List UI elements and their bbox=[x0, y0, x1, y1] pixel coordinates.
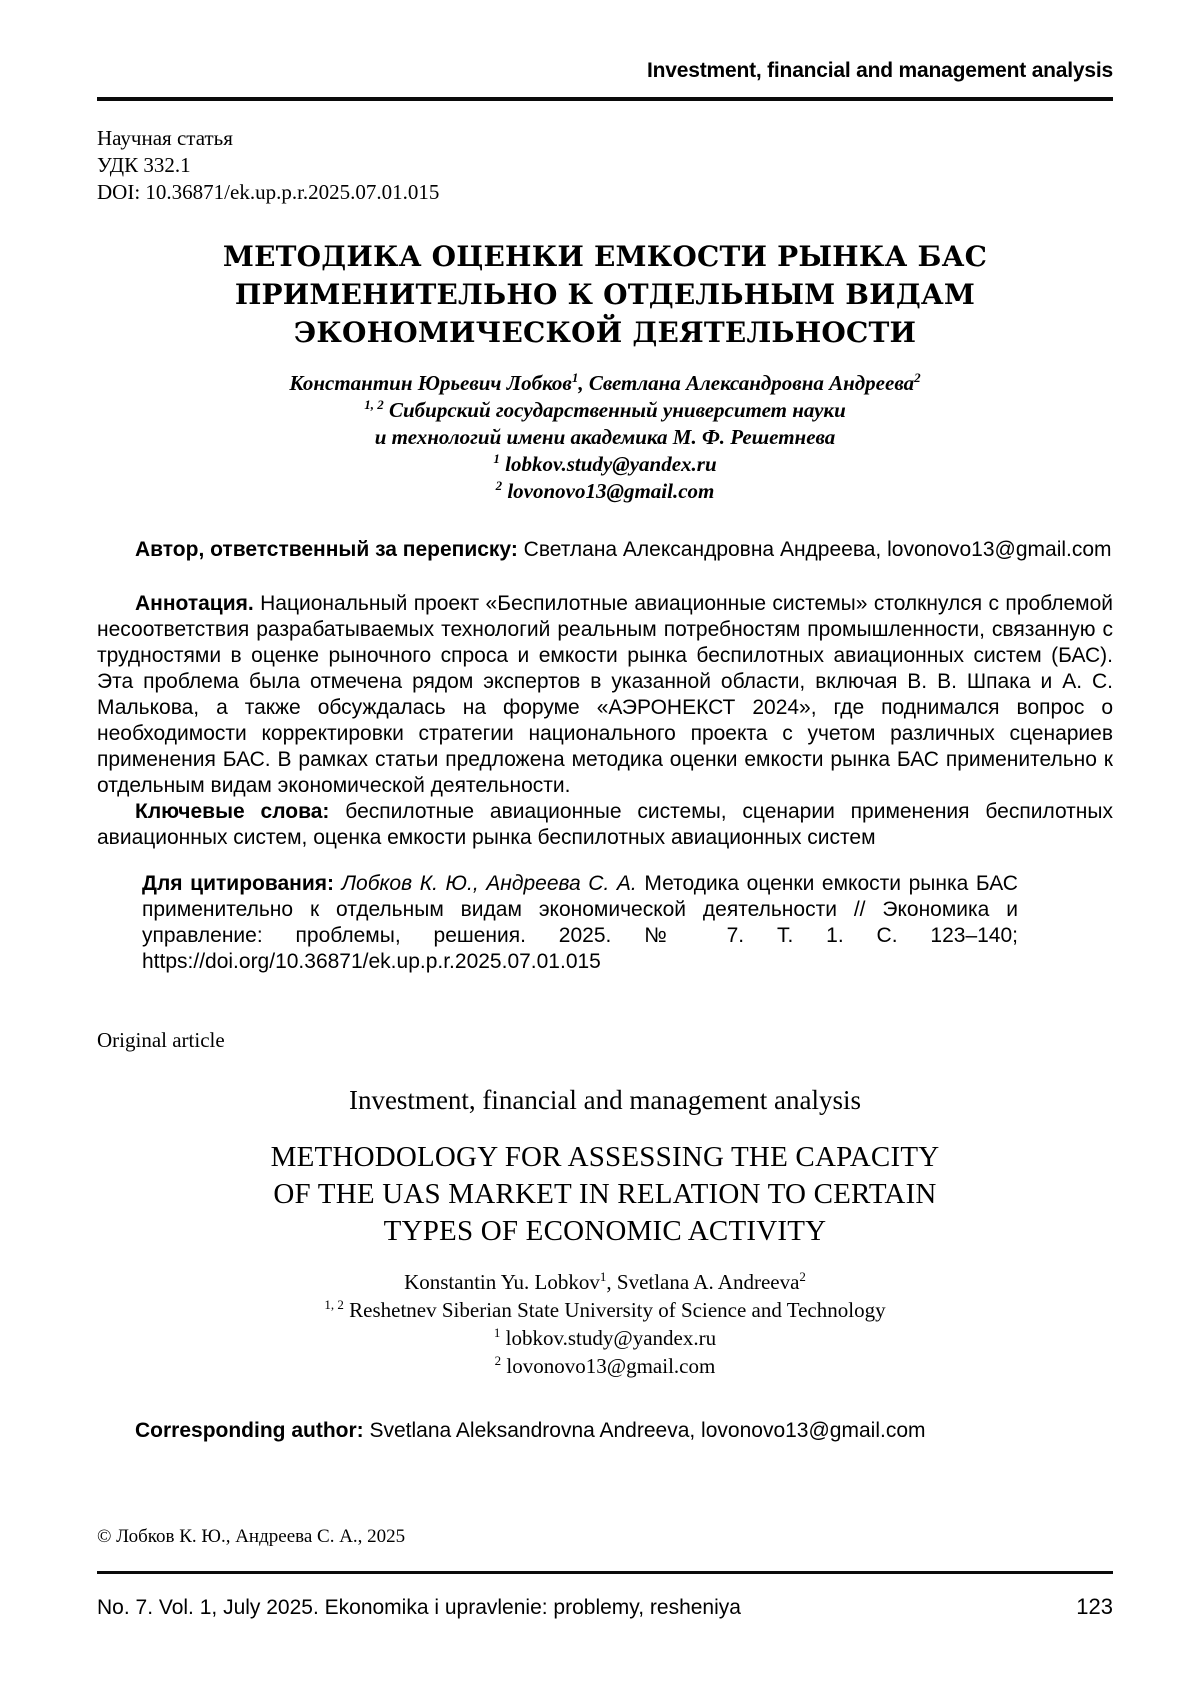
citation-authors: Лобков К. Ю., Андреева С. А. bbox=[341, 872, 637, 895]
email-mark: 1 bbox=[493, 1325, 501, 1340]
affiliation-text: Reshetnev Siberian State University of Science and Technology bbox=[349, 1298, 886, 1322]
authors-line-en bbox=[97, 1268, 1113, 1296]
authors-block-en bbox=[97, 1268, 1113, 1380]
section-title-en: Investment, financial and management analysis bbox=[348, 1085, 862, 1115]
author-email-line bbox=[97, 478, 1113, 505]
corresponding-value-ru: Светлана Александровна Андреева, lovonovo13@gmail.com bbox=[523, 538, 1112, 561]
citation-label: Для цитирования: bbox=[142, 872, 334, 895]
corresponding-value-en: Svetlana Aleksandrovna Andreeva, lovonovo13@gmail.com bbox=[369, 1419, 926, 1442]
author-name: Konstantin Yu. Lobkov bbox=[404, 1270, 600, 1294]
corresponding-label-ru: Автор, ответственный за переписку: bbox=[135, 538, 518, 561]
keywords-label: Ключевые слова: bbox=[135, 800, 330, 823]
udc-code: УДК 332.1 bbox=[97, 153, 191, 177]
footer-issue-info: No. 7. Vol. 1, July 2025. Ekonomika i upravlenie: problemy, resheniya bbox=[97, 1596, 741, 1619]
title-ru-line: МЕТОДИКА ОЦЕНКИ ЕМКОСТИ РЫНКА БАС bbox=[222, 240, 988, 273]
title-en bbox=[97, 1139, 1113, 1250]
authors-separator: , bbox=[578, 371, 589, 395]
affiliation-mark: 1, 2 bbox=[364, 397, 384, 412]
running-head: Investment, financial and management analysis bbox=[647, 59, 1113, 82]
abstract bbox=[97, 591, 1113, 799]
email-mark: 2 bbox=[495, 478, 503, 493]
title-en-line: METHODOLOGY FOR ASSESSING THE CAPACITY bbox=[270, 1141, 940, 1173]
author-email-line bbox=[97, 1324, 1113, 1352]
title-ru-line: ПРИМЕНИТЕЛЬНО К ОТДЕЛЬНЫМ ВИДАМ bbox=[234, 278, 976, 311]
email-mark: 2 bbox=[494, 1353, 502, 1368]
author-email-line bbox=[97, 1352, 1113, 1380]
doi-line: DOI: 10.36871/ek.up.p.r.2025.07.01.015 bbox=[97, 180, 440, 204]
affiliation-text: Сибирский государственный университет науки bbox=[388, 398, 846, 422]
footer-rule bbox=[97, 1571, 1113, 1574]
article-type-en: Original article bbox=[97, 1028, 225, 1052]
author-email: lobkov.study@yandex.ru bbox=[505, 452, 717, 476]
header-rule bbox=[97, 97, 1113, 101]
page-footer bbox=[97, 1594, 1113, 1621]
authors-line-ru bbox=[97, 370, 1113, 397]
author-email: lovonovo13@gmail.com bbox=[507, 479, 715, 503]
title-en-line: OF THE UAS MARKET IN RELATION TO CERTAIN bbox=[273, 1178, 937, 1210]
affiliation-line-ru bbox=[97, 397, 1113, 424]
corresponding-author-en bbox=[97, 1418, 1113, 1444]
article-meta bbox=[97, 125, 1113, 206]
author-affiliation-mark: 1 bbox=[599, 1269, 607, 1284]
author-affiliation-mark: 2 bbox=[799, 1269, 806, 1284]
title-en-line: TYPES OF ECONOMIC ACTIVITY bbox=[383, 1215, 827, 1247]
author-name: Светлана Александровна Андреева bbox=[588, 371, 915, 395]
email-mark: 1 bbox=[493, 451, 500, 466]
author-email: lovonovo13@gmail.com bbox=[506, 1354, 716, 1378]
title-ru bbox=[97, 238, 1113, 352]
article-type-ru: Научная статья bbox=[97, 126, 233, 150]
authors-block-ru bbox=[97, 370, 1113, 505]
author-name: Svetlana A. Andreeva bbox=[616, 1270, 800, 1294]
keywords-text: беспилотные авиационные системы, сценарии применения беспилотных авиационных систем, оценка емкости рынка беспилотных авиационных систем bbox=[97, 800, 1113, 849]
abstract-text: Национальный проект «Беспилотные авиационные системы» столкнулся с проблемой несоответствия разрабатываемых технологий реальным потребностям промышленности, связанную с трудностями в оценке рыночного спроса и емкости рынка беспилотных авиационных систем (БАС). Эта проблема была отмечена рядом экспертов в указанной области, включая В. В. Шпака и А. С. Малькова, а также обсуждалась на форуме «АЭРОНЕКСТ 2024», где поднимался вопрос о необходимости корректировки стратегии национального проекта с учетом различных сценариев применения БАС. В рамках статьи предложена методика оценки емкости рынка БАС применительно к отдельным видам экономической деятельности. bbox=[97, 592, 1114, 797]
title-ru-line: ЭКОНОМИЧЕСКОЙ ДЕЯТЕЛЬНОСТИ bbox=[293, 316, 917, 349]
citation bbox=[142, 871, 1018, 975]
corresponding-author-ru bbox=[97, 537, 1113, 563]
abstract-label: Аннотация. bbox=[135, 592, 254, 615]
affiliation-mark: 1, 2 bbox=[324, 1297, 344, 1312]
copyright-line: © Лобков К. Ю., Андреева С. А., 2025 bbox=[97, 1526, 406, 1547]
corresponding-label-en: Corresponding author: bbox=[135, 1419, 364, 1442]
author-email-line bbox=[97, 451, 1113, 478]
citation-text: Методика оценки емкости рынка БАС применительно к отдельным видам экономической деятельности // Экономика и управление: проблемы, решения. 2025. № 7. Т. 1. С. 123–140; https://doi.org/10.36871/ek.up.p.r.2025.07.01.015 bbox=[142, 872, 1018, 973]
author-affiliation-mark: 1 bbox=[571, 370, 579, 385]
author-affiliation-mark: 2 bbox=[914, 370, 921, 385]
keywords bbox=[97, 799, 1113, 851]
authors-separator: , bbox=[606, 1270, 617, 1294]
affiliation-line-ru: и технологий имени академика М. Ф. Решетнева bbox=[374, 425, 836, 449]
affiliation-line-en bbox=[97, 1296, 1113, 1324]
page-number: 123 bbox=[1076, 1594, 1113, 1619]
author-name: Константин Юрьевич Лобков bbox=[289, 371, 572, 395]
author-email: lobkov.study@yandex.ru bbox=[505, 1326, 717, 1350]
